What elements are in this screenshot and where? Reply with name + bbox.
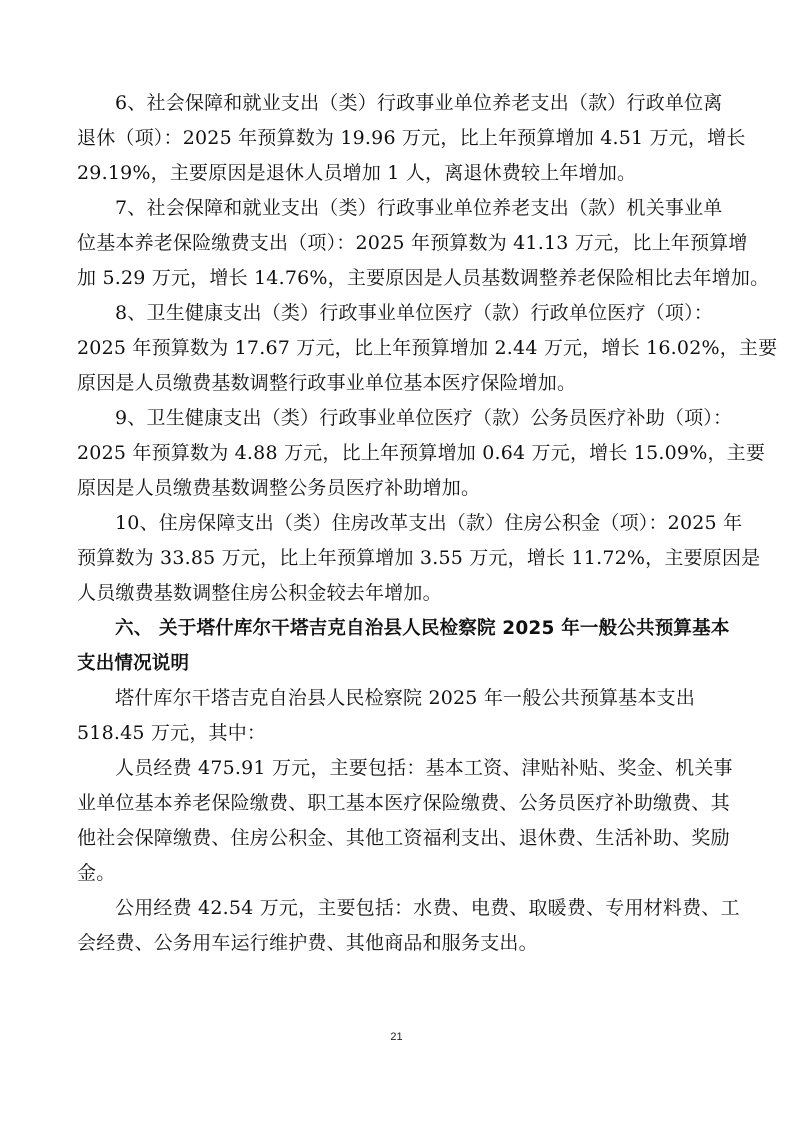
paragraph-line: 加 5.29 万元，增长 14.76%，主要原因是人员基数调整养老保险相比去年增加。 [77, 267, 770, 289]
paragraph-item-7 [77, 191, 770, 296]
paragraph-item-10 [77, 506, 761, 611]
section-paragraph-total [77, 681, 719, 751]
paragraph-line: 位基本养老保险缴费支出（项）：2025 年预算数为 41.13 万元，比上年预算增 [77, 232, 748, 254]
paragraph-item-6 [77, 86, 746, 191]
paragraph-line: 人员经费 475.91 万元，主要包括：基本工资、津贴补贴、奖金、机关事 [115, 757, 733, 779]
section-paragraph-public [77, 891, 740, 961]
paragraph-line: 人员缴费基数调整住房公积金较去年增加。 [77, 582, 442, 604]
paragraph-line: 预算数为 33.85 万元，比上年预算增加 3.55 万元，增长 11.72%，主要原因是 [77, 547, 761, 569]
section-paragraph-personnel [77, 751, 733, 891]
paragraph-line: 会经费、公务用车运行维护费、其他商品和服务支出。 [77, 932, 538, 954]
paragraph-line: 金。 [77, 862, 116, 884]
document-body [77, 86, 778, 961]
paragraph-line: 10、住房保障支出（类）住房改革支出（款）住房公积金（项）：2025 年 [115, 512, 743, 534]
paragraph-line: 公用经费 42.54 万元，主要包括：水费、电费、取暖费、专用材料费、工 [115, 897, 740, 919]
paragraph-line: 6、社会保障和就业支出（类）行政事业单位养老支出（款）行政单位离 [115, 92, 723, 114]
paragraph-line: 518.45 万元，其中： [77, 722, 267, 744]
paragraph-line: 塔什库尔干塔吉克自治县人民检察院 2025 年一般公共预算基本支出 [115, 687, 696, 709]
paragraph-line: 原因是人员缴费基数调整行政事业单位基本医疗保险增加。 [77, 372, 577, 394]
paragraph-line: 29.19%，主要原因是退休人员增加 1 人，离退休费较上年增加。 [77, 162, 637, 184]
paragraph-line: 他社会保障缴费、住房公积金、其他工资福利支出、退休费、生活补助、奖励 [77, 827, 730, 849]
paragraph-item-8 [77, 296, 778, 401]
section-heading [77, 611, 730, 681]
paragraph-line: 业单位基本养老保险缴费、职工基本医疗保险缴费、公务员医疗补助缴费、其 [77, 792, 730, 814]
paragraph-line: 退休（项）：2025 年预算数为 19.96 万元，比上年预算增加 4.51 万元，增长 [77, 127, 746, 149]
page-number: 21 [390, 1031, 403, 1043]
paragraph-line: 2025 年预算数为 4.88 万元，比上年预算增加 0.64 万元，增长 15.09%，主要 [77, 442, 766, 464]
paragraph-item-9 [77, 401, 766, 506]
section-heading-line: 六、 关于塔什库尔干塔吉克自治县人民检察院 2025 年一般公共预算基本 [115, 618, 730, 639]
paragraph-line: 2025 年预算数为 17.67 万元，比上年预算增加 2.44 万元，增长 16.02%，主要 [77, 337, 778, 359]
paragraph-line: 8、卫生健康支出（类）行政事业单位医疗（款）行政单位医疗（项）： [115, 302, 713, 324]
section-heading-line: 支出情况说明 [77, 653, 190, 674]
paragraph-line: 原因是人员缴费基数调整公务员医疗补助增加。 [77, 477, 481, 499]
paragraph-line: 7、社会保障和就业支出（类）行政事业单位养老支出（款）机关事业单 [115, 197, 723, 219]
paragraph-line: 9、卫生健康支出（类）行政事业单位医疗（款）公务员医疗补助（项）： [115, 407, 733, 429]
